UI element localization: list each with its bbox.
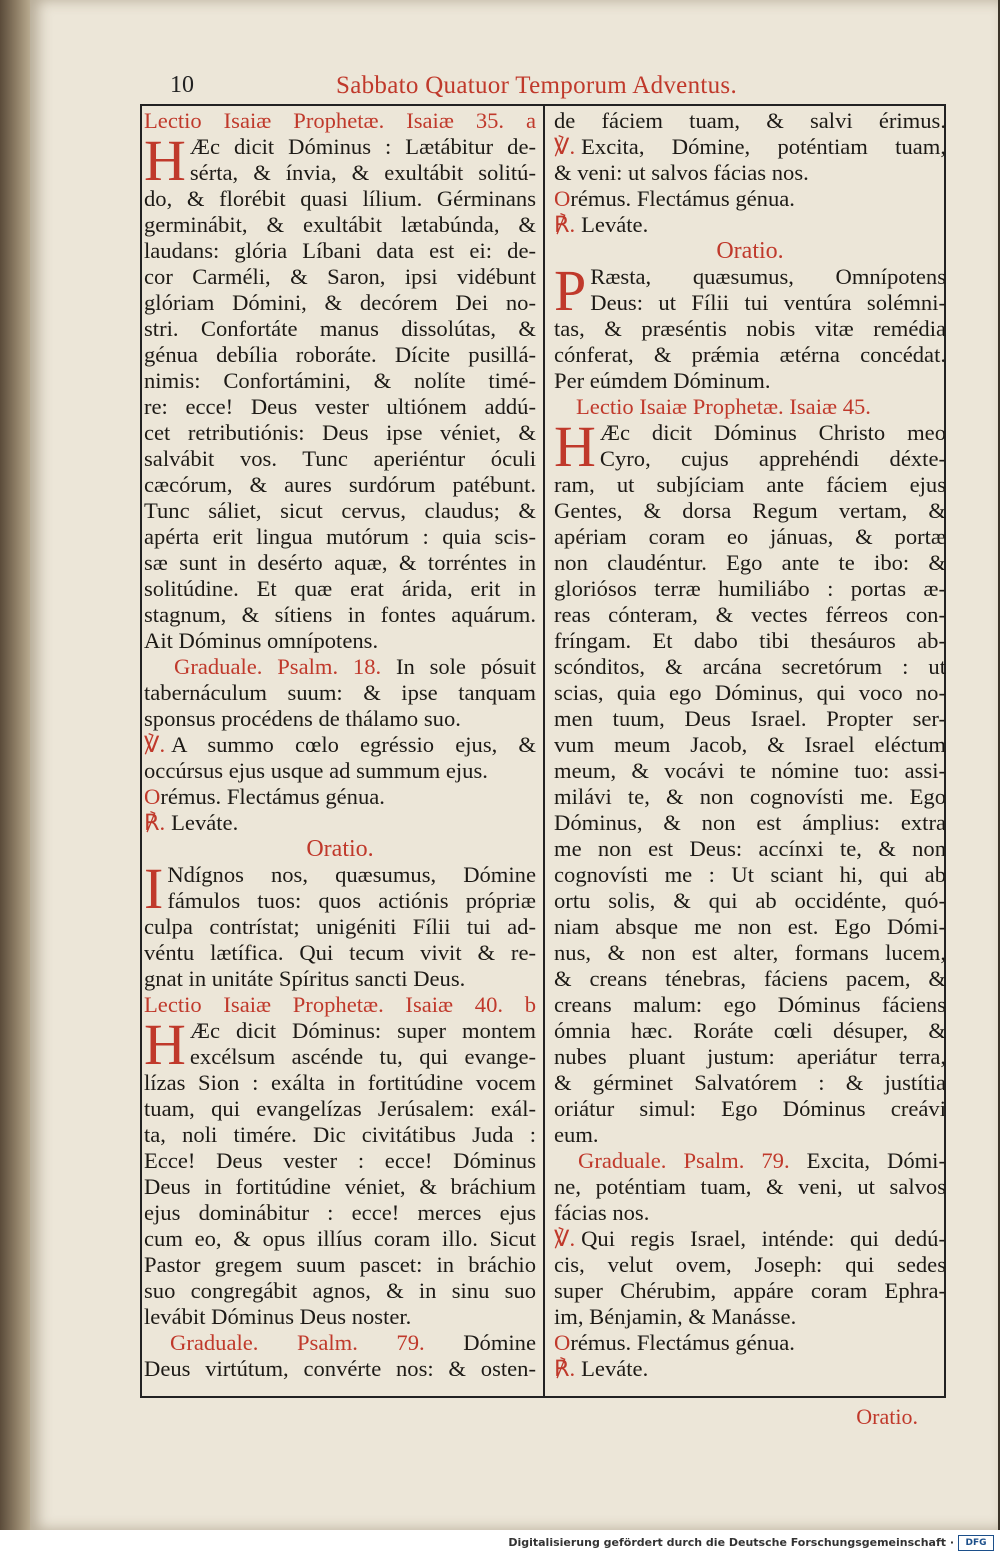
versicle-symbol: ℣. [554, 1226, 576, 1251]
text-line: milávi te, & non cognovísti me. Ego [554, 784, 946, 809]
text-line: apériam coram eo jánuas, & portæ [554, 524, 946, 549]
text-line: nubes pluant justum: aperiátur terra, [554, 1044, 946, 1069]
text-line: tas, & præséntis nobis vitæ remédia [554, 316, 946, 341]
drop-capital: H [554, 414, 596, 479]
oremus-line: Orémus. Flectámus génua. [144, 784, 385, 809]
text-line: Tunc sáliet, sicut cervus, claudus; & [144, 498, 536, 523]
lectio-reference: Isaiæ 35. a [406, 108, 537, 133]
oremus-line: Orémus. Flectámus génua. [554, 1330, 795, 1355]
drop-capital: P [554, 258, 587, 323]
drop-capital: I [144, 856, 164, 921]
response-symbol: ℟. [554, 1356, 576, 1381]
response-line: ℟. Leváte. [144, 810, 239, 835]
text-line: apérta erit lingua mutórum : quia scis- [144, 524, 536, 549]
text-line: solitúdine. Et quæ erat árida, erit in [144, 576, 536, 601]
text-line: re: ecce! Deus vester ultiónem addú- [144, 394, 536, 419]
text-line: suo congregábit agnos, & in sinu suo [144, 1278, 536, 1303]
text-line: occúrsus ejus usque ad summum ejus. [144, 758, 488, 783]
text-line: Ndígnos nos, quæsumus, Dómine [167, 862, 536, 887]
text-line: Æc dicit Dóminus: super montem [189, 1018, 536, 1043]
text-line: Pastor gregem suum pascet: in bráchio [144, 1252, 536, 1277]
catchword: Oratio. [856, 1404, 918, 1429]
lectio-reference: Isaiæ 40. b [405, 992, 536, 1017]
text-line: eum. [554, 1122, 599, 1147]
text-line: oriátur simul: Ego Dóminus creávi [554, 1096, 946, 1121]
text-line: Ecce! Deus vester : ecce! Dóminus [144, 1148, 536, 1173]
response-symbol: ℟. [144, 810, 166, 835]
text-line: ortu solis, & qui ab occidénte, quó- [554, 888, 946, 913]
text-line: ne, poténtiam tuam, & veni, ut salvos [554, 1174, 946, 1199]
text-line: ejus dominábitur : ecce! merces ejus [144, 1200, 536, 1225]
versicle-line: ℣. Excita, Dómine, poténtiam tuam, [554, 134, 946, 159]
page-number: 10 [170, 72, 194, 98]
text-line: im, Bénjamin, & Manásse. [554, 1304, 797, 1329]
text-line: niam absque me non est. Ego Dómi- [554, 914, 946, 939]
text-line: Deus virtútum, convérte nos: & osten- [144, 1356, 536, 1381]
text-line: Æc dicit Dóminus : Lætábitur de- [189, 134, 536, 159]
text-line: Deus in fortitúdine véniet, & bráchium [144, 1174, 536, 1199]
text-line: meum, & vocávi te nómine tuo: assi- [554, 758, 946, 783]
versicle-symbol: ℣. [554, 134, 576, 159]
text-line: vum meum Jacob, & Israel eléctum [554, 732, 946, 757]
text-line: stagnum, & sítiens in fontes aquárum. [144, 602, 536, 627]
text-line: Per eúmdem Dóminum. [554, 368, 771, 393]
text-line: de fáciem tuam, & salvi érimus. [554, 108, 946, 133]
versicle-line: ℣. A summo cœlo egréssio ejus, & [144, 732, 536, 757]
response-line: ℟. Leváte. [554, 212, 649, 237]
running-head [140, 72, 940, 102]
text-line: fámulos tuos: quos actiónis própriæ [167, 888, 536, 913]
text-line: nus, & non est alter, formans lucem, [554, 940, 946, 965]
text-line: Dóminus, & non est ámplius: extra [554, 810, 946, 835]
oremus-line: Orémus. Flectámus génua. [554, 186, 795, 211]
drop-capital: H [144, 1012, 186, 1077]
text-line: ta, noli timére. Dic civitátibus Juda : [144, 1122, 536, 1147]
drop-capital: H [144, 128, 186, 193]
text-line: lízas Sion : exálta in fortitúdine vocem [144, 1070, 536, 1095]
column-divider [543, 104, 545, 1398]
text-line: & creans ténebras, fáciens pacem, & [554, 966, 946, 991]
text-line: salvábit vos. Tunc aperiéntur óculi [144, 446, 536, 471]
text-line: véntu lætífica. Qui tecum vivit & re- [144, 940, 536, 965]
text-line: cæcórum, & aures surdórum patébunt. [144, 472, 536, 497]
text-line: reas cónteram, & vectes férreos con- [554, 602, 946, 627]
response-symbol: ℟. [554, 212, 576, 237]
text-line: fríngam. Et dabo tibi thesáuros ab- [554, 628, 946, 653]
text-line: Gentes, & dorsa Regum vertam, & [554, 498, 946, 523]
text-line: do, & florébit quasi lílium. Gérminans [144, 186, 536, 211]
text-line: Ait Dóminus omnípotens. [144, 628, 379, 653]
text-line: gloriósos terræ humiliábo : portas æ- [554, 576, 946, 601]
text-line: non claudéntur. Ego ante te ibo: & [554, 550, 946, 575]
text-line: sponsus procédens de thálamo suo. [144, 706, 461, 731]
text-line: tuam, qui evangelízas Jerúsalem: exál- [144, 1096, 536, 1121]
graduale-heading: Graduale. Psalm. 79. Dómine [170, 1330, 536, 1355]
lectio-reference: Isaiæ 45. [789, 394, 871, 419]
funding-credit: Digitalisierung gefördert durch die Deutsche Forschungsgemeinschaft · [508, 1536, 954, 1549]
response-line: ℟. Leváte. [554, 1356, 649, 1381]
text-line: Ræsta, quæsumus, Omnípotens [590, 264, 946, 289]
versicle-symbol: ℣. [144, 732, 166, 757]
running-title: Sabbato Quatuor Temporum Adventus. [336, 72, 737, 99]
text-line: men tuum, Deus Israel. Propter ser- [554, 706, 946, 731]
oratio-heading: Oratio. [716, 238, 784, 264]
text-line: stri. Confortáte manus dissolútas, & [144, 316, 536, 341]
lectio-heading: Lectio Isaiæ Prophetæ. Isaiæ 35. a [144, 108, 537, 133]
text-line: gnat in unitáte Spíritus sancti Deus. [144, 966, 466, 991]
text-line: glóriam Dómini, & decórem Dei no- [144, 290, 536, 315]
graduale-heading: Graduale. Psalm. 18. In sole pósuit [174, 654, 536, 679]
text-line: ómnia hæc. Roráte cœli désuper, & [554, 1018, 946, 1043]
text-line: ram, ut subjíciam ante fáciem ejus [554, 472, 946, 497]
text-line: tabernáculum suum: & ipse tanquam [144, 680, 536, 705]
text-line: laudans: glória Líbani data est ei: de- [144, 238, 536, 263]
text-line: cónferat, & prǽmia ætérna concédat. [554, 342, 946, 367]
text-line: sæ sunt in desérto aquæ, & torréntes in [144, 550, 536, 575]
graduale-heading: Graduale. Psalm. 79. Excita, Dómi- [578, 1148, 946, 1173]
text-line: & gérminet Salvatórem : & justítia [554, 1070, 946, 1095]
text-line: creans malum: ego Dóminus fáciens [554, 992, 946, 1017]
text-line: & veni: ut salvos fácias nos. [554, 160, 809, 185]
text-line: super Chérubim, appáre coram Ephra- [554, 1278, 946, 1303]
text-line: Deus: ut Fílii tui ventúra solémni- [590, 290, 946, 315]
text-line: nimis: Confortámini, & nolíte timé- [144, 368, 536, 393]
oratio-heading: Oratio. [306, 836, 374, 862]
lectio-heading: Lectio Isaiæ Prophetæ. Isaiæ 40. b [144, 992, 536, 1017]
text-line: culpa contrístat; unigéniti Fílii tui ad- [144, 914, 536, 939]
text-line: scias, quia ego Dóminus, qui voco no- [554, 680, 946, 705]
text-line: Cyro, cujus apprehéndi déxte- [599, 446, 946, 471]
text-line: cor Carméli, & Saron, ipsi vidébunt [144, 264, 536, 289]
text-line: germinábit, & exultábit lætabúnda, & [144, 212, 536, 237]
left-column [144, 108, 536, 1382]
text-line: excélsum ascénde tu, qui evange- [189, 1044, 536, 1069]
right-column [554, 108, 946, 1382]
digitization-footer [0, 1530, 1000, 1554]
text-line: cum eo, & opus illíus coram illo. Sicut [144, 1226, 536, 1251]
dfg-logo: DFG [958, 1535, 994, 1551]
lectio-heading: Lectio Isaiæ Prophetæ. Isaiæ 45. [576, 394, 871, 419]
text-line: sérta, & ínvia, & exultábit solitú- [189, 160, 536, 185]
text-line: cis, velut ovem, Joseph: qui sedes [554, 1252, 946, 1277]
text-line: levábit Dóminus Deus noster. [144, 1304, 412, 1329]
versicle-line: ℣. Qui regis Israel, inténde: qui dedú- [554, 1226, 946, 1251]
text-line: scónditos, & arcána secretórum : ut [554, 654, 946, 679]
text-line: Æc dicit Dóminus Christo meo [599, 420, 946, 445]
text-line: me non est Deus: accínxi te, & non [554, 836, 946, 861]
text-line: génua debília roboráte. Dícite pusillá- [144, 342, 536, 367]
text-line: cognovísti me : Ut sciant hi, qui ab [554, 862, 946, 887]
left-border [140, 104, 142, 1398]
text-line: fácias nos. [554, 1200, 650, 1225]
text-line: cet retributiónis: Deus ipse véniet, & [144, 420, 536, 445]
